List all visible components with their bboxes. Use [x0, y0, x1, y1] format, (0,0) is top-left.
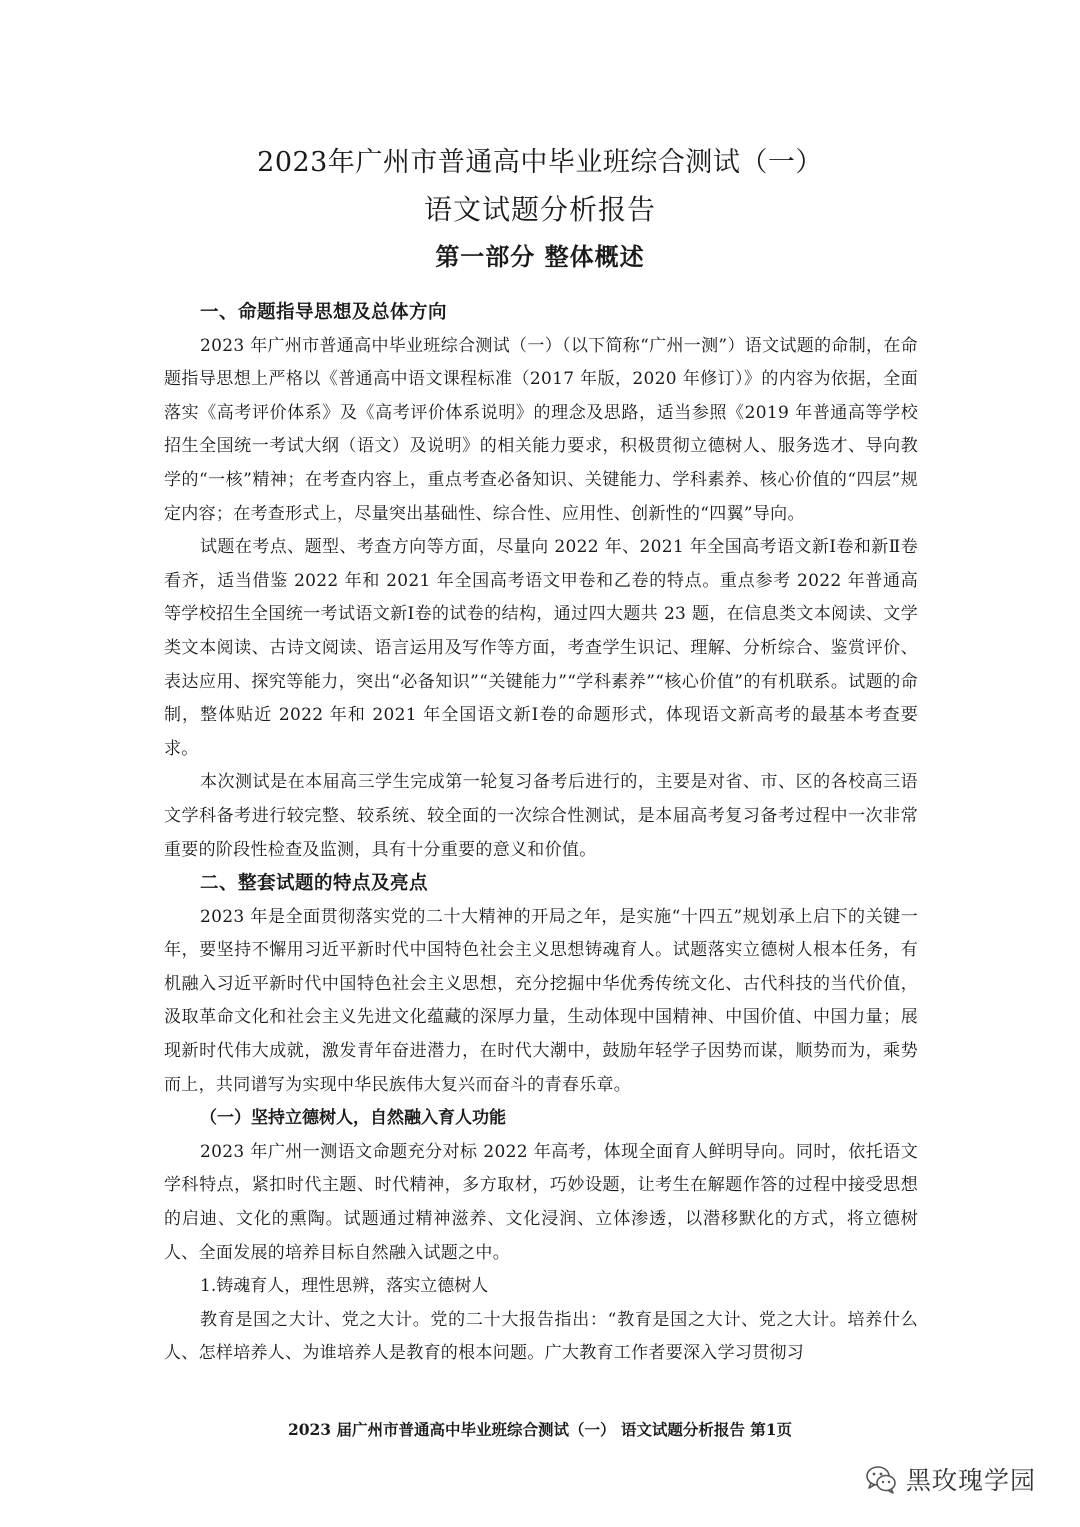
paragraph: 2023 年是全面贯彻落实党的二十大精神的开局之年，是实施“十四五”规划承上启下的关键一年，要坚持不懈用习近平新时代中国特色社会主义思想铸魂育人。试题落实立德树人根本任务，有机融入习近平新时代中国特色社会主义思想，充分挖掘中华优秀传统文化、古代科技的当代价值，汲取革命文化和社会主义先进文化蕴藏的深厚力量，生动体现中国精神、中国价值、中国力量；展现新时代伟大成就，激发青年奋进潜力，在时代大潮中，鼓励年轻学子因势而谋，顺势而为，乘势而上，共同谱写为实现中华民族伟大复兴而奋斗的青春乐章。	[164, 906, 918, 1095]
point-heading: 1.铸魂育人，理性思辨，落实立德树人	[200, 1276, 489, 1297]
subsection-heading: （一）坚持立德树人，自然融入育人功能	[200, 1108, 506, 1129]
document-body	[164, 296, 918, 1371]
part-title: 第一部分 整体概述	[435, 243, 645, 271]
document-title: 2023年广州市普通高中毕业班综合测试（一）	[257, 147, 823, 178]
section-heading: 一、命题指导思想及总体方向	[200, 302, 448, 323]
watermark-text: 黑玫瑰学园	[906, 1466, 1037, 1495]
section-heading: 二、整套试题的特点及亮点	[200, 873, 429, 895]
paragraph: 本次测试是在本届高三学生完成第一轮复习备考后进行的，主要是对省、市、区的各校高三语文学科备考进行较完整、较系统、较全面的一次综合性测试，是本届高考复习备考过程中一次非常重要的阶段性检查及监测，具有十分重要的意义和价值。	[164, 772, 918, 860]
wechat-icon	[864, 1462, 898, 1496]
paragraph: 教育是国之大计、党之大计。党的二十大报告指出：“教育是国之大计、党之大计。培养什么人、怎样培养人、为谁培养人是教育的根本问题。广大教育工作者要深入学习贯彻习	[164, 1309, 918, 1364]
watermark	[864, 1458, 1036, 1500]
page-footer: 2023 届广州市普通高中毕业班综合测试（一） 语文试题分析报告 第1页	[287, 1420, 793, 1439]
paragraph: 2023 年广州一测语文命题充分对标 2022 年高考，体现全面育人鲜明导向。同时，依托语文学科特点，紧扣时代主题、时代精神，多方取材，巧妙设题，让考生在解题作答的过程中接受思想的启迪、文化的熏陶。试题通过精神滋养、文化浸润、立体渗透，以潜移默化的方式，将立德树人、全面发展的培养目标自然融入试题之中。	[164, 1141, 918, 1263]
paragraph: 2023 年广州市普通高中毕业班综合测试（一）（以下简称“广州一测”）语文试题的命制，在命题指导思想上严格以《普通高中语文课程标准（2017 年版，2020 年修订）》的内容为依据，全面落实《高考评价体系》及《高考评价体系说明》的理念及思路，适当参照《2019 年普通高等学校招生全国统一考试大纲（语文）及说明》的相关能力要求，积极贯彻立德树人、服务选才、导向教学的“一核”精神；在考查内容上，重点考查必备知识、关键能力、学科素养、核心价值的“四层”规定内容；在考查形式上，尽量突出基础性、综合性、应用性、创新性的“四翼”导向。	[164, 335, 918, 524]
paragraph: 试题在考点、题型、考查方向等方面，尽量向 2022 年、2021 年全国高考语文新Ⅰ卷和新Ⅱ卷看齐，适当借鉴 2022 年和 2021 年全国高考语文甲卷和乙卷的特点。重点参考 2022 年普通高等学校招生全国统一考试语文新Ⅰ卷的试卷的结构，通过四大题共 23 题，在信息类文本阅读、文学类文本阅读、古诗文阅读、语言运用及写作等方面，考查学生识记、理解、分析综合、鉴赏评价、表达应用、探究等能力，突出“必备知识”“关键能力”“学科素养”“核心价值”的有机联系。试题的命制，整体贴近 2022 年和 2021 年全国语文新Ⅰ卷的命题形式，体现语文新高考的最基本考查要求。	[164, 537, 918, 759]
document-subtitle: 语文试题分析报告	[423, 193, 656, 226]
